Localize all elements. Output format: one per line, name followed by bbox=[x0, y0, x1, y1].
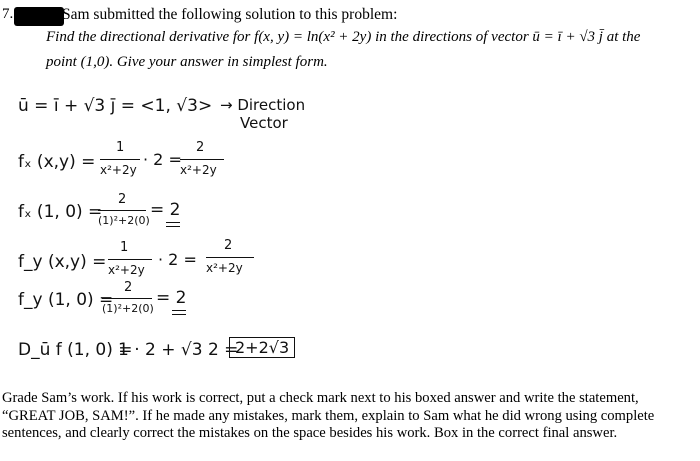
fy-eval-bar bbox=[102, 298, 152, 299]
problem-statement-line-2: point (1,0). Give your answer in simplest form. bbox=[46, 54, 328, 70]
fx-label: fₓ (x,y) = bbox=[18, 152, 96, 172]
fy-frac2-numerator: 2 bbox=[224, 238, 233, 253]
fy-frac1-bar bbox=[108, 259, 152, 260]
fy-eval-numerator: 2 bbox=[124, 280, 133, 295]
direction-label-line-1: → Direction bbox=[220, 96, 306, 114]
fy-eval-underline-2 bbox=[172, 314, 186, 315]
fy-label: f_y (x,y) = bbox=[18, 252, 107, 272]
fy-frac1-denominator: x²+2y bbox=[108, 263, 145, 277]
grading-instructions: Grade Sam’s work. If his work is correct, put a check mark next to his boxed answer and write the statement, “GREAT JOB, SAM!”. If he made any mistakes, mark them, explain to Sam what he did wrong using complete sentences, and clearly correct the mistakes on the space besides his work. Box in the correct final answer. bbox=[2, 390, 655, 441]
problem-number: 7. bbox=[2, 6, 14, 22]
fx-eval-denominator: (1)²+2(0) bbox=[98, 214, 150, 227]
direction-label-line-2: Vector bbox=[240, 114, 288, 132]
fx-frac1-bar bbox=[100, 159, 140, 160]
fy-times: · 2 = bbox=[158, 250, 197, 269]
fy-eval-label: f_y (1, 0) = bbox=[18, 290, 114, 310]
fy-eval-result: = 2 bbox=[156, 288, 187, 308]
fx-times: · 2 = bbox=[143, 150, 182, 169]
directional-derivative-label: D_ū f (1, 0) = bbox=[18, 340, 133, 360]
problem-intro: Sam submitted the following solution to this problem: bbox=[62, 6, 398, 23]
boxed-answer: 2+2√3 bbox=[229, 337, 295, 358]
fx-frac1-numerator: 1 bbox=[116, 140, 125, 155]
fy-frac2-bar bbox=[206, 257, 254, 258]
fx-eval-bar bbox=[98, 210, 146, 211]
fy-eval-underline-1 bbox=[172, 310, 186, 311]
fy-frac1-numerator: 1 bbox=[120, 240, 129, 255]
fx-frac2-bar bbox=[180, 159, 224, 160]
fx-eval-underline-2 bbox=[166, 226, 180, 227]
problem-statement-line-1: Find the directional derivative for f(x, y) = ln(x² + 2y) in the directions of vector ū = ī + √3 j̄ at the bbox=[46, 29, 641, 45]
fx-eval-result: = 2 bbox=[150, 200, 181, 220]
fx-frac1-denominator: x²+2y bbox=[100, 163, 137, 177]
fy-eval-denominator: (1)²+2(0) bbox=[102, 302, 154, 315]
directional-derivative-expression: 1 · 2 + √3 2 = bbox=[118, 340, 239, 360]
fx-frac2-numerator: 2 bbox=[196, 140, 205, 155]
fx-eval-numerator: 2 bbox=[118, 192, 127, 207]
direction-vector-expression: ū = ī + √3 j̄ = <1, √3> bbox=[18, 96, 213, 116]
fx-eval-underline-1 bbox=[166, 222, 180, 223]
fy-frac2-denominator: x²+2y bbox=[206, 261, 243, 275]
fx-frac2-denominator: x²+2y bbox=[180, 163, 217, 177]
boxed-answer-container bbox=[229, 337, 295, 358]
fx-eval-label: fₓ (1, 0) = bbox=[18, 202, 103, 222]
